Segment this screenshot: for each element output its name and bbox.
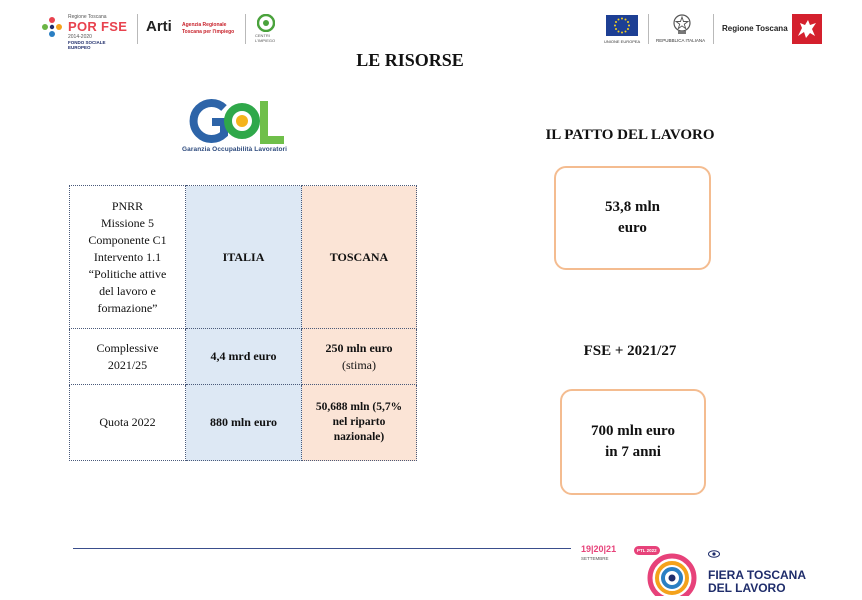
gol-logo	[180, 98, 290, 162]
fiera-dates: 19|20|21	[581, 544, 617, 554]
arti-line1: Agenzia Regionale	[182, 22, 227, 28]
arti-line2: Toscana per l'impiego	[182, 29, 235, 35]
pnrr-line: “Politiche attive	[88, 266, 167, 281]
toscana-line: 250 mln euro	[325, 340, 393, 355]
pnrr-line: Intervento 1.1	[93, 249, 162, 264]
por-fse-small: Regione Toscana	[68, 14, 107, 20]
toscana-line: nel riparto	[332, 416, 386, 428]
pegaso-icon	[792, 14, 822, 44]
table-cell-toscana	[302, 329, 417, 385]
fiera-month: SETTEMBRE	[581, 556, 609, 561]
repubblica-emblem-icon	[672, 13, 692, 35]
eu-label: UNIONE EUROPEA	[604, 39, 641, 44]
table-row	[70, 329, 417, 385]
repubblica-label: REPUBBLICA ITALIANA	[656, 38, 706, 43]
patto-value-line: euro	[618, 220, 647, 236]
fse-value-line: 700 mln euro	[591, 423, 675, 439]
centri-label2: L'IMPIEGO	[255, 38, 276, 43]
repubblica-logo	[656, 13, 708, 45]
toscana-line: nazionale)	[333, 431, 385, 443]
table-header-toscana: TOSCANA	[302, 186, 417, 329]
regione-toscana-logo	[722, 14, 826, 44]
eye-icon	[708, 550, 720, 558]
eu-flag-icon	[606, 15, 638, 36]
table-header-row	[70, 186, 417, 329]
toscana-line: 50,688 mln (5,7%	[315, 401, 403, 413]
patto-value-box	[554, 166, 711, 270]
fse-value-box	[560, 389, 706, 495]
row-label-line: Quota 2022	[99, 415, 156, 429]
pnrr-line: Missione 5	[100, 215, 154, 230]
table-cell-italia: 4,4 mrd euro	[186, 329, 302, 385]
gol-caption: Garanzia Occupabilità Lavoratori	[182, 146, 288, 153]
por-fse-logo	[40, 13, 128, 50]
table-cell-toscana	[302, 385, 417, 461]
arti-logo	[146, 16, 246, 42]
centri-impiego-icon	[257, 14, 275, 32]
pnrr-line: Componente C1	[88, 232, 167, 247]
regione-label: Regione Toscana	[722, 24, 788, 33]
table-row	[70, 385, 417, 461]
header-divider	[648, 14, 649, 44]
slide-title: LE RISORSE	[356, 50, 464, 70]
table-header-italia: ITALIA	[186, 186, 302, 329]
resources-table	[69, 185, 417, 461]
pnrr-line: del lavoro e	[99, 283, 156, 298]
table-cell-italia: 880 mln euro	[186, 385, 302, 461]
fiera-logo	[580, 540, 852, 596]
eu-logo	[604, 15, 640, 45]
arti-title: Arti	[146, 18, 172, 35]
patto-heading: IL PATTO DEL LAVORO	[545, 127, 715, 143]
fiera-line1: FIERA TOSCANA	[708, 568, 807, 582]
fse-value-line: in 7 anni	[605, 444, 661, 460]
table-row-label	[70, 385, 186, 461]
pnrr-line: formazione”	[97, 300, 158, 315]
table-row-label	[70, 329, 186, 385]
header-divider	[713, 14, 714, 44]
fse-heading: FSE + 2021/27	[583, 343, 677, 359]
pnrr-line: PNRR	[111, 198, 144, 213]
por-fse-fund: FONDO SOCIALE EUROPEO	[68, 40, 106, 50]
centri-label1: CENTRI	[255, 33, 270, 38]
por-fse-years: 2014-2020	[68, 34, 92, 40]
fiera-badge: PTL 2022	[634, 546, 660, 555]
por-fse-star-icon	[40, 15, 64, 39]
row-label-line: 2021/25	[107, 357, 148, 372]
gol-mark-icon	[184, 98, 288, 144]
header-divider	[137, 14, 138, 44]
fiera-line2: DEL LAVORO	[708, 581, 786, 595]
header-divider	[245, 14, 246, 44]
centri-impiego-logo	[252, 14, 282, 44]
table-cell-pnrr	[70, 186, 186, 329]
toscana-line: (stima)	[342, 357, 376, 372]
row-label-line: Complessive	[96, 340, 159, 355]
patto-value-line: 53,8 mln	[604, 199, 660, 215]
por-fse-title: POR FSE	[68, 19, 128, 34]
footer-divider	[73, 548, 571, 549]
